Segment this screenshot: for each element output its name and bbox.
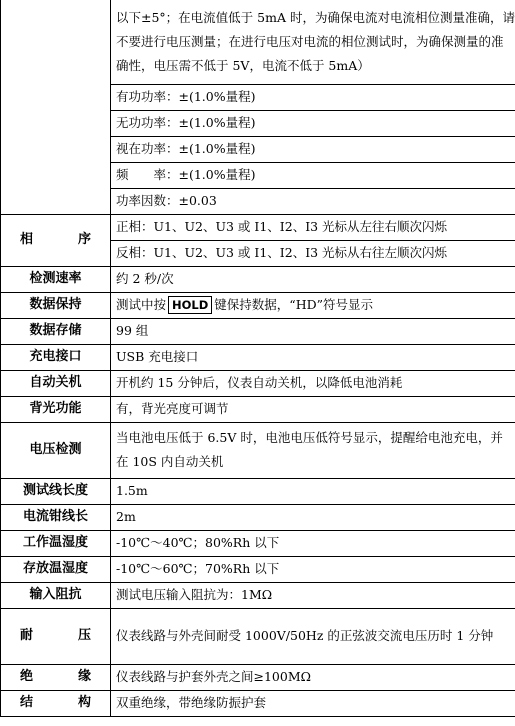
table-row	[1, 344, 515, 370]
spec-value: 99 组	[111, 318, 515, 344]
table-row	[1, 478, 515, 504]
table-row	[1, 396, 515, 422]
spec-value	[111, 292, 515, 318]
spec-label: 电流钳线长	[1, 504, 111, 530]
phase-label: 相 序	[1, 214, 111, 266]
table-row	[1, 556, 515, 582]
spec-value: 当电池电压低于 6.5V 时，电池电压低符号显示，提醒给电池充电，并在 10S 内自动关机	[111, 422, 515, 478]
table-row	[1, 582, 515, 608]
spec-label: 存放温湿度	[1, 556, 111, 582]
spec-label: 数据存储	[1, 318, 111, 344]
hold-key-label: HOLD	[168, 296, 212, 314]
phase-forward-cell: 正相：U1、U2、U3 或 I1、I2、I3 光标从左往右顺次闪烁	[111, 214, 515, 240]
power-factor-cell: 功率因数：±0.03	[111, 188, 515, 214]
phase-reverse-cell: 反相：U1、U2、U3 或 I1、I2、I3 光标从右往左顺次闪烁	[111, 240, 515, 266]
spec-value: 测试电压输入阻抗为：1MΩ	[111, 582, 515, 608]
frequency-cell: 频 率：±(1.0%量程)	[111, 162, 515, 188]
reactive-power-cell: 无功功率：±(1.0%量程)	[111, 110, 515, 136]
spec-value: 2m	[111, 504, 515, 530]
table-row	[1, 292, 515, 318]
spec-label: 充电接口	[1, 344, 111, 370]
table-row	[1, 214, 515, 240]
table-row	[1, 318, 515, 344]
spec-label: 耐 压	[1, 608, 111, 664]
spec-value: 双重绝缘，带绝缘防振护套	[111, 690, 515, 716]
spec-value: 仪表线路与护套外壳之间≥100MΩ	[111, 664, 515, 690]
spec-value: 仪表线路与外壳间耐受 1000V/50Hz 的正弦波交流电压历时 1 分钟	[111, 608, 515, 664]
spec-value: 约 2 秒/次	[111, 266, 515, 292]
table-row	[1, 608, 515, 664]
table-row	[1, 530, 515, 556]
table-row	[1, 0, 515, 84]
table-row	[1, 664, 515, 690]
table-row	[1, 422, 515, 478]
spec-value: 开机约 15 分钟后，仪表自动关机，以降低电池消耗	[111, 370, 515, 396]
spec-value: 有，背光亮度可调节	[111, 396, 515, 422]
spec-label: 自动关机	[1, 370, 111, 396]
table-row	[1, 266, 515, 292]
hold-text-after: 键保持数据，“HD”符号显示	[214, 297, 374, 312]
precision-label-cell	[1, 0, 111, 214]
table-row	[1, 370, 515, 396]
spec-label: 结 构	[1, 690, 111, 716]
spec-label: 数据保持	[1, 292, 111, 318]
spec-label: 测试线长度	[1, 478, 111, 504]
spec-label: 绝 缘	[1, 664, 111, 690]
hold-text-before: 测试中按	[116, 297, 167, 312]
spec-label: 输入阻抗	[1, 582, 111, 608]
spec-value: 1.5m	[111, 478, 515, 504]
spec-value: -10℃～40℃；80%Rh 以下	[111, 530, 515, 556]
apparent-power-cell: 视在功率：±(1.0%量程)	[111, 136, 515, 162]
table-row	[1, 504, 515, 530]
spec-value: -10℃～60℃；70%Rh 以下	[111, 556, 515, 582]
active-power-cell: 有功功率：±(1.0%量程)	[111, 84, 515, 110]
spec-value: USB 充电接口	[111, 344, 515, 370]
table-row	[1, 690, 515, 716]
spec-label: 电压检测	[1, 422, 111, 478]
spec-label: 检测速率	[1, 266, 111, 292]
precision-note-cell: 以下±5°；在电流值低于 5mA 时，为确保电流对电流相位测量准确，请不要进行电压测量；在进行电压对电流的相位测试时，为确保测量的准确性，电压需不低于 5V，电流不低于 5mA）	[111, 0, 515, 84]
spec-label: 工作温湿度	[1, 530, 111, 556]
spec-label: 背光功能	[1, 396, 111, 422]
